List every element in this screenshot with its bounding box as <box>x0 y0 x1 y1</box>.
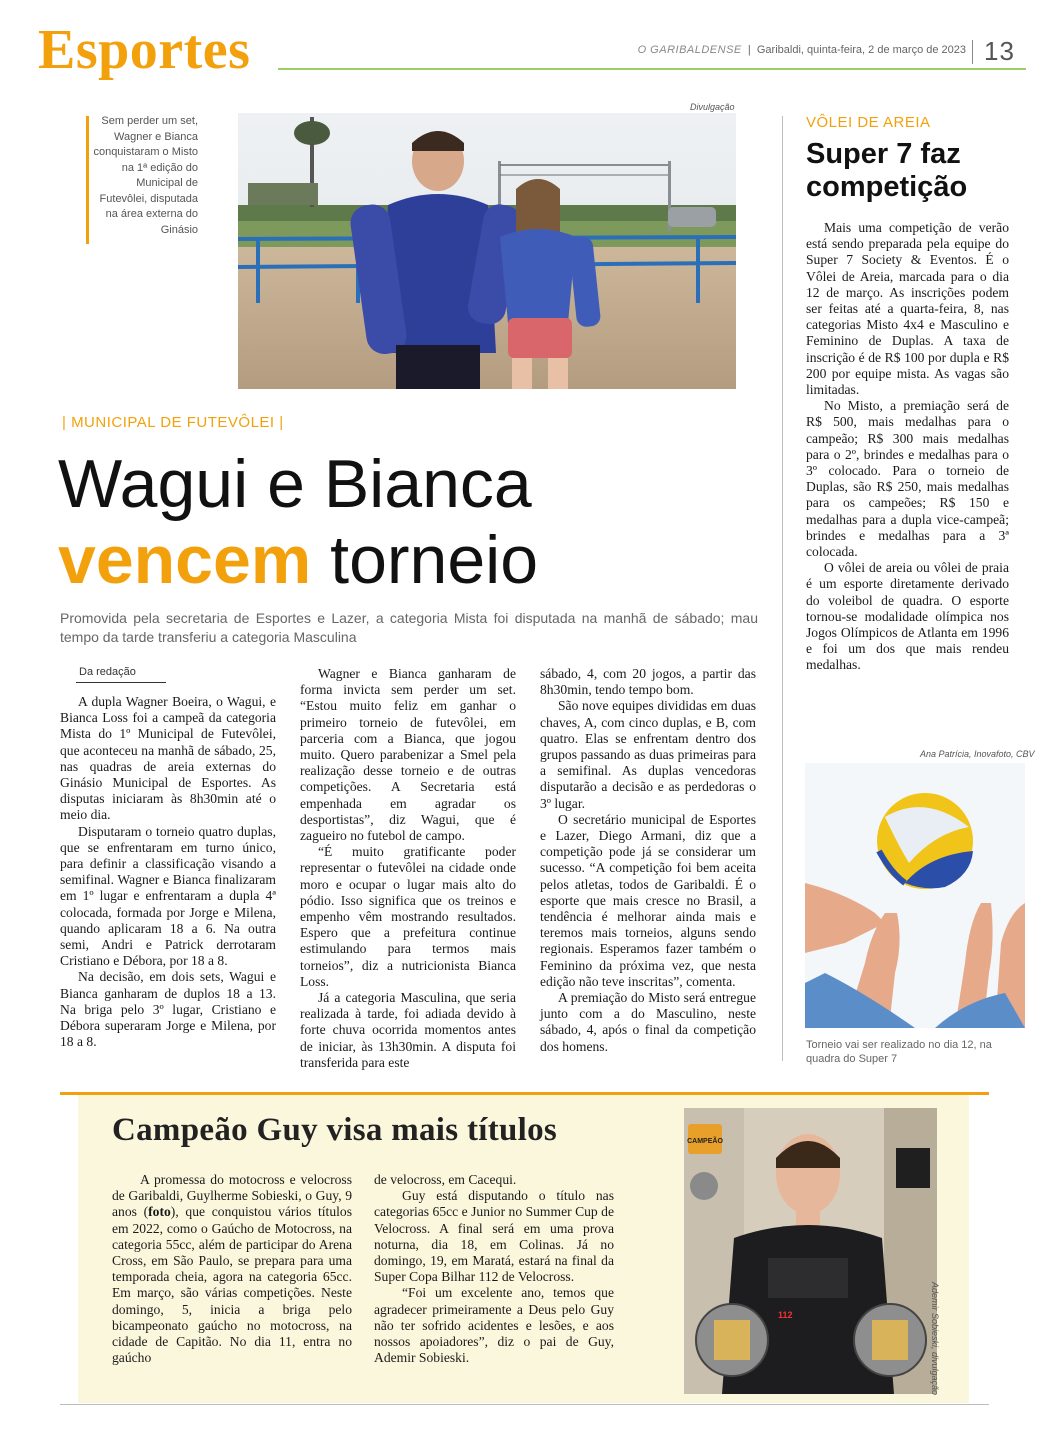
box-paragraph: Guy está disputando o título nas categorias 65cc e Junior no Summer Cup de Velocross. A final será em uma prova noturna, dia 18, em Colinas. Já no domingo, 19, em Maratá, estará na final da Super Copa Bilhar 112 de Velocross. <box>374 1188 614 1285</box>
trophy-plaque-label: CAMPEÃO <box>687 1138 723 1145</box>
article-paragraph: sábado, 4, com 20 jogos, a partir das 8h30min, tendo tempo bom. <box>540 666 756 698</box>
article-column-3 <box>540 666 756 1055</box>
page-number-rule <box>972 40 973 64</box>
article-column-1 <box>60 694 276 1050</box>
headline-line1: Wagui e Bianca <box>58 446 532 522</box>
byline: Da redação <box>79 666 136 678</box>
article-paragraph: Disputaram o torneio quatro duplas, que se enfrentaram em turno único, para definir a classificação visando a semifinal. Wagner e Bianca finalizaram em 1º lugar e enfrentaram a dupla 4ª colocada, formada por Jorge e Milena, quando aplicaram 18 a 6. Na outra semi, Andri e Patrick derrotaram Cristiano e Débora, por 18 a 8. <box>60 823 276 969</box>
side-photo-caption: Torneio vai ser realizado no dia 12, na quadra do Super 7 <box>806 1039 992 1065</box>
box-column-2 <box>374 1172 614 1366</box>
box-paragraph: de velocross, em Cacequi. <box>374 1172 517 1187</box>
section-title: Esportes <box>38 19 251 81</box>
players-photo-illustration <box>238 113 736 389</box>
side-article-body <box>806 220 1009 674</box>
side-headline: Super 7 faz competição <box>806 138 968 203</box>
article-paragraph: A dupla Wagner Boeira, o Wagui, e Bianca Loss foi a campeã da categoria Mista do 1º Municipal de Futevôlei, que aconteceu na manhã de sábado, 25, nas quadras de areia externas do Ginásio Municipal de Esportes. As disputas iniciaram às 8h30min até o meio dia. <box>60 694 276 823</box>
headline-rest: torneio <box>311 522 539 598</box>
main-kicker: | MUNICIPAL DE FUTEVÔLEI | <box>62 414 284 431</box>
side-paragraph: Mais uma competição de verão está sendo preparada pela equipe do Super 7 Society & Eventos. É o Vôlei de Areia, marcada para o dia 12 de março. As inscrições podem ser feitas até a quarta-feira, 8, nas categorias Misto 4x4 e Masculino e Feminino de Duplas. A taxa de inscrição é de R$ 100 por dupla e R$ 200 por equipe mista. As vagas são limitadas. <box>806 220 1009 398</box>
box-headline: Campeão Guy visa mais títulos <box>112 1112 558 1148</box>
article-paragraph: Wagner e Bianca ganharam de forma invicta sem perder um set. “Estou muito feliz em ganhar o primeiro torneio de futevôlei, em parceria com a Bianca, que jogou muito. Quero parabenizar a Smel pela realização desse torneio e de outras competições. A Secretaria está empenhada em agradar os desportistas”, diz Wagui, que é zagueiro no futebol de campo. <box>300 666 516 844</box>
header-rule <box>278 68 1026 70</box>
side-kicker: VÔLEI DE AREIA <box>806 114 931 131</box>
article-paragraph: Na decisão, em dois sets, Wagui e Bianca ganharam de duplos 18 a 13. Na briga pelo 3º lugar, Cristiano e Débora superaram Jorge e Milena, por 18 a 8. <box>60 969 276 1050</box>
article-paragraph: O secretário municipal de Esportes e Lazer, Diego Armani, diz que a competição pode já se considerar um sucesso. “A competição foi bem aceita pelos atletas, todos de Garibaldi. É o esporte que mais cresce no Brasil, a tendência é melhorar ainda mais e teremos mais torneios, alguns sendo regionais. Esperamos fazer também o Feminino da próxima vez, que nesta edição não teve inscritas”, comenta. <box>540 811 756 989</box>
standfirst: Promovida pela secretaria de Esportes e Lazer, a categoria Mista foi disputada na manhã de sábado; mau tempo da tarde transferiu a categoria Masculina <box>60 610 758 645</box>
side-photo-credit: Ana Patrícia, Inovafoto, CBV <box>920 749 1035 759</box>
rider-trophy-photo-illustration <box>684 1108 937 1394</box>
byline-rule <box>76 682 166 683</box>
column-divider <box>782 116 783 1061</box>
guy-photo <box>684 1108 937 1394</box>
box-text-bold: foto <box>148 1204 171 1220</box>
article-paragraph: “É muito gratificante poder representar o futevôlei na cidade onde moro e ocupar o lugar mais alto do pódio. Isso significa que os treinos e empenho vêm mostrando resultados. Espero que a prefeitura continue estimulando para termos mais torneios”, diz a nutricionista Bianca Loss. <box>300 844 516 989</box>
article-paragraph: São nove equipes divididas em duas chaves, A, com cinco duplas, e B, com quatro. Elas se enfrentam dentro dos grupos passando as duas primeiras para a semifinal. As duplas vencedoras disputarão a decisão e as perdedoras o 3º lugar. <box>540 698 756 811</box>
headline-line2 <box>58 522 778 598</box>
caption-accent-bar <box>86 116 89 244</box>
box-paragraph: “Foi um excelente ano, temos que agradecer primeiramente a Deus pelo Guy não ter sofrido acidentes e lesões, e aos nossos apoiadores”, diz o pai de Guy, Ademir Sobieski. <box>374 1285 614 1366</box>
volleyball-photo-illustration <box>805 763 1025 1028</box>
page-number: 13 <box>984 36 1015 66</box>
box-column-1 <box>112 1172 352 1366</box>
main-photo-credit: Divulgação <box>690 102 735 112</box>
box-text: ), que conquistou vários títulos em 2022, como o Gaúcho de Motocross, na categoria 55cc, além de participar do Arena Cross, em São Paulo, se prepara para uma temporada cheia, agora na categoria 65cc. Em março, são várias competições. Neste domingo, 5, inicia a briga pelo bicampeonato gaúcho no motocross, na cidade de Capitão. No dia 11, entra no gaúcho <box>112 1204 352 1366</box>
side-photo <box>805 763 1025 1028</box>
shirt-number: 112 <box>778 1310 793 1320</box>
dateline: Garibaldi, quinta-feira, 2 de março de 2023 <box>756 44 966 56</box>
main-photo <box>238 113 736 389</box>
side-paragraph: O vôlei de areia ou vôlei de praia é um esporte diretamente derivado do voleibol de quadra. O esporte tornou-se modalidade olímpica nos Jogos Olímpicos de Atlanta em 1996 e foi um dos que mais rendeu medalhas. <box>806 560 1009 673</box>
newspaper-brand: O GARIBALDENSE <box>637 44 742 56</box>
masthead-separator: | <box>747 44 751 56</box>
article-column-2 <box>300 666 516 1071</box>
footer-rule <box>60 1404 989 1405</box>
box-text: A promessa do motocross e velocross de Garibaldi, Guylherme Sobieski, o Guy, 9 anos ( <box>112 1172 352 1220</box>
masthead <box>638 44 966 56</box>
main-photo-caption: Sem perder um set, Wagner e Bianca conquistaram o Misto na 1ª edição do Municipal de Futevôlei, disputada na área externa do Ginásio <box>93 115 198 236</box>
headline-highlight: vencem <box>58 522 312 598</box>
guy-photo-credit: Ademir Sobieski, divulgação <box>930 1282 940 1396</box>
article-paragraph: Já a categoria Masculina, que seria realizada à tarde, foi adiada devido à forte chuva ocorrida momentos antes de iniciar, às 13h30min. A disputa foi transferida para este <box>300 990 516 1070</box>
main-headline <box>58 446 778 598</box>
article-paragraph: A premiação do Misto será entregue junto com a do Masculino, neste sábado, 4, após o final da competição dos homens. <box>540 990 756 1054</box>
box-paragraph <box>112 1172 352 1366</box>
side-paragraph: No Misto, a premiação será de R$ 500, mais medalhas para o campeão; R$ 300 mais medalhas para o 2º, brindes e medalhas para o 3º colocado. Para o torneio de Duplas, são R$ 250, mais medalhas para os campeões; R$ 150 e medalhas para a dupla vice-campeã; brindes e medalhas para a 3ª colocada. <box>806 398 1009 560</box>
